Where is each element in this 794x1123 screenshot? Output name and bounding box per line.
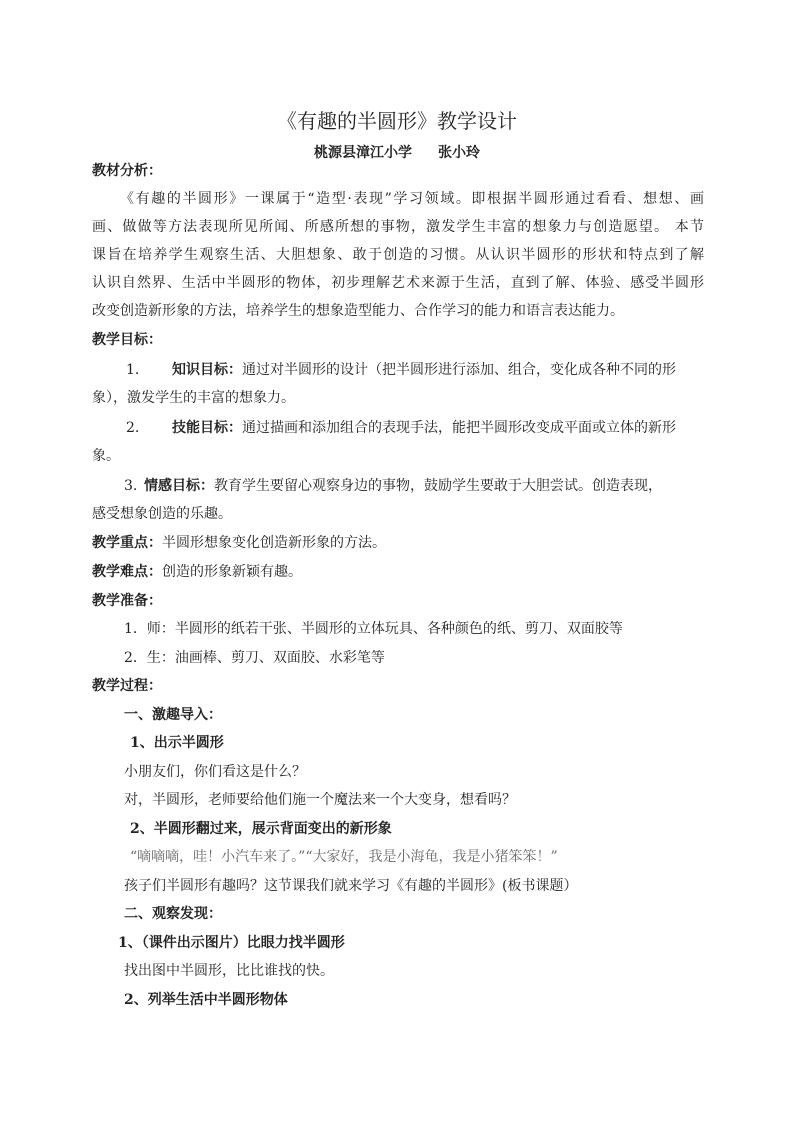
process-part1-heading: 一、激趣导入： bbox=[124, 707, 222, 723]
goal-text-continued: 象。 bbox=[92, 448, 120, 464]
goal-number: 2. bbox=[126, 420, 140, 436]
goal-text: 通过对半圆形的设计（把半圆形进行添加、组合，变化成各种不同的形 bbox=[242, 362, 676, 378]
goal-emotion bbox=[144, 477, 662, 495]
goal-text-continued: 象），激发学生的丰富的想象力。 bbox=[92, 390, 295, 406]
goal-text-continued: 感受想象创造的乐趣。 bbox=[92, 506, 232, 522]
goals-heading: 教学目标： bbox=[92, 332, 162, 348]
analysis-paragraph-line: 课旨在培养学生观察生活、大胆想象、敢于创造的习惯。从认识半圆形的形状和特点到了解 bbox=[92, 247, 704, 263]
goal-skill bbox=[172, 419, 676, 437]
step-heading: 1、出示半圆形 bbox=[130, 735, 224, 751]
difficulty-heading: 教学难点： bbox=[92, 564, 162, 580]
process-part2-heading: 二、观察发现： bbox=[124, 906, 222, 922]
goal-label: 知识目标： bbox=[172, 362, 242, 378]
step-line: 找出图中半圆形，比比谁找的快。 bbox=[124, 963, 334, 979]
key-text: 半圆形想象变化创造新形象的方法。 bbox=[162, 535, 386, 551]
key-point bbox=[92, 534, 386, 552]
prep-heading: 教学准备： bbox=[92, 593, 162, 609]
author-school: 桃源县漳江小学 bbox=[314, 145, 412, 161]
analysis-paragraph-line: 《有趣的半圆形》一课属于“造型·表现”学习领域。即根据半圆形通过看看、想想、画 bbox=[120, 191, 704, 207]
author-name: 张小玲 bbox=[438, 145, 480, 161]
goal-number: 1. bbox=[126, 362, 140, 378]
analysis-paragraph-line: 认识自然界、生活中半圆形的物体，初步理解艺术来源于生活，直到了解、体验、感受半圆形 bbox=[92, 275, 704, 291]
goal-text: 通过描画和添加组合的表现手法，能把半圆形改变成平面或立体的新形 bbox=[242, 420, 676, 436]
difficulty-text: 创造的形象新颖有趣。 bbox=[162, 564, 302, 580]
difficulty-point bbox=[92, 563, 302, 581]
goal-label: 情感目标： bbox=[144, 478, 214, 494]
key-heading: 教学重点： bbox=[92, 535, 162, 551]
document-title: 《有趣的半圆形》教学设计 bbox=[277, 109, 517, 133]
goal-knowledge bbox=[172, 361, 676, 379]
step-heading: 1、（课件出示图片）比眼力找半圆形 bbox=[118, 935, 345, 951]
goal-label: 技能目标： bbox=[172, 420, 242, 436]
process-heading: 教学过程： bbox=[92, 678, 162, 694]
step-line: 孩子们半圆形有趣吗？这节课我们就来学习《有趣的半圆形》(板书课题） bbox=[124, 878, 578, 894]
step-heading: 2、列举生活中半圆形物体 bbox=[124, 992, 288, 1008]
goal-number: 3. bbox=[124, 478, 138, 494]
prep-item: 1．师：半圆形的纸若干张、半圆形的立体玩具、各种颜色的纸、剪刀、双面胶等 bbox=[124, 621, 623, 637]
analysis-paragraph-line: 画、做做等方法表现所见所闻、所感所想的事物，激发学生丰富的想象力与创造愿望。 本节 bbox=[92, 219, 704, 235]
step-heading: 2、半圆形翻过来，展示背面变出的新形象 bbox=[130, 821, 392, 837]
step-line: 小朋友们，你们看这是什么？ bbox=[124, 764, 306, 780]
prep-item: 2．生：油画棒、剪刀、双面胶、水彩笔等 bbox=[124, 650, 385, 666]
step-quote: “嘀嘀嘀，哇！小汽车来了。”“大家好，我是小海龟，我是小猪笨笨！” bbox=[130, 849, 558, 865]
author-line bbox=[0, 144, 794, 162]
step-line: 对，半圆形，老师要给他们施一个魔法来一个大变身，想看吗？ bbox=[124, 792, 516, 808]
analysis-heading: 教材分析： bbox=[92, 163, 162, 179]
goal-text: 教育学生要留心观察身边的事物，鼓励学生要敢于大胆尝试。创造表现， bbox=[214, 478, 662, 494]
analysis-paragraph-line: 改变创造新形象的方法，培养学生的想象造型能力、合作学习的能力和语言表达能力。 bbox=[92, 303, 624, 319]
